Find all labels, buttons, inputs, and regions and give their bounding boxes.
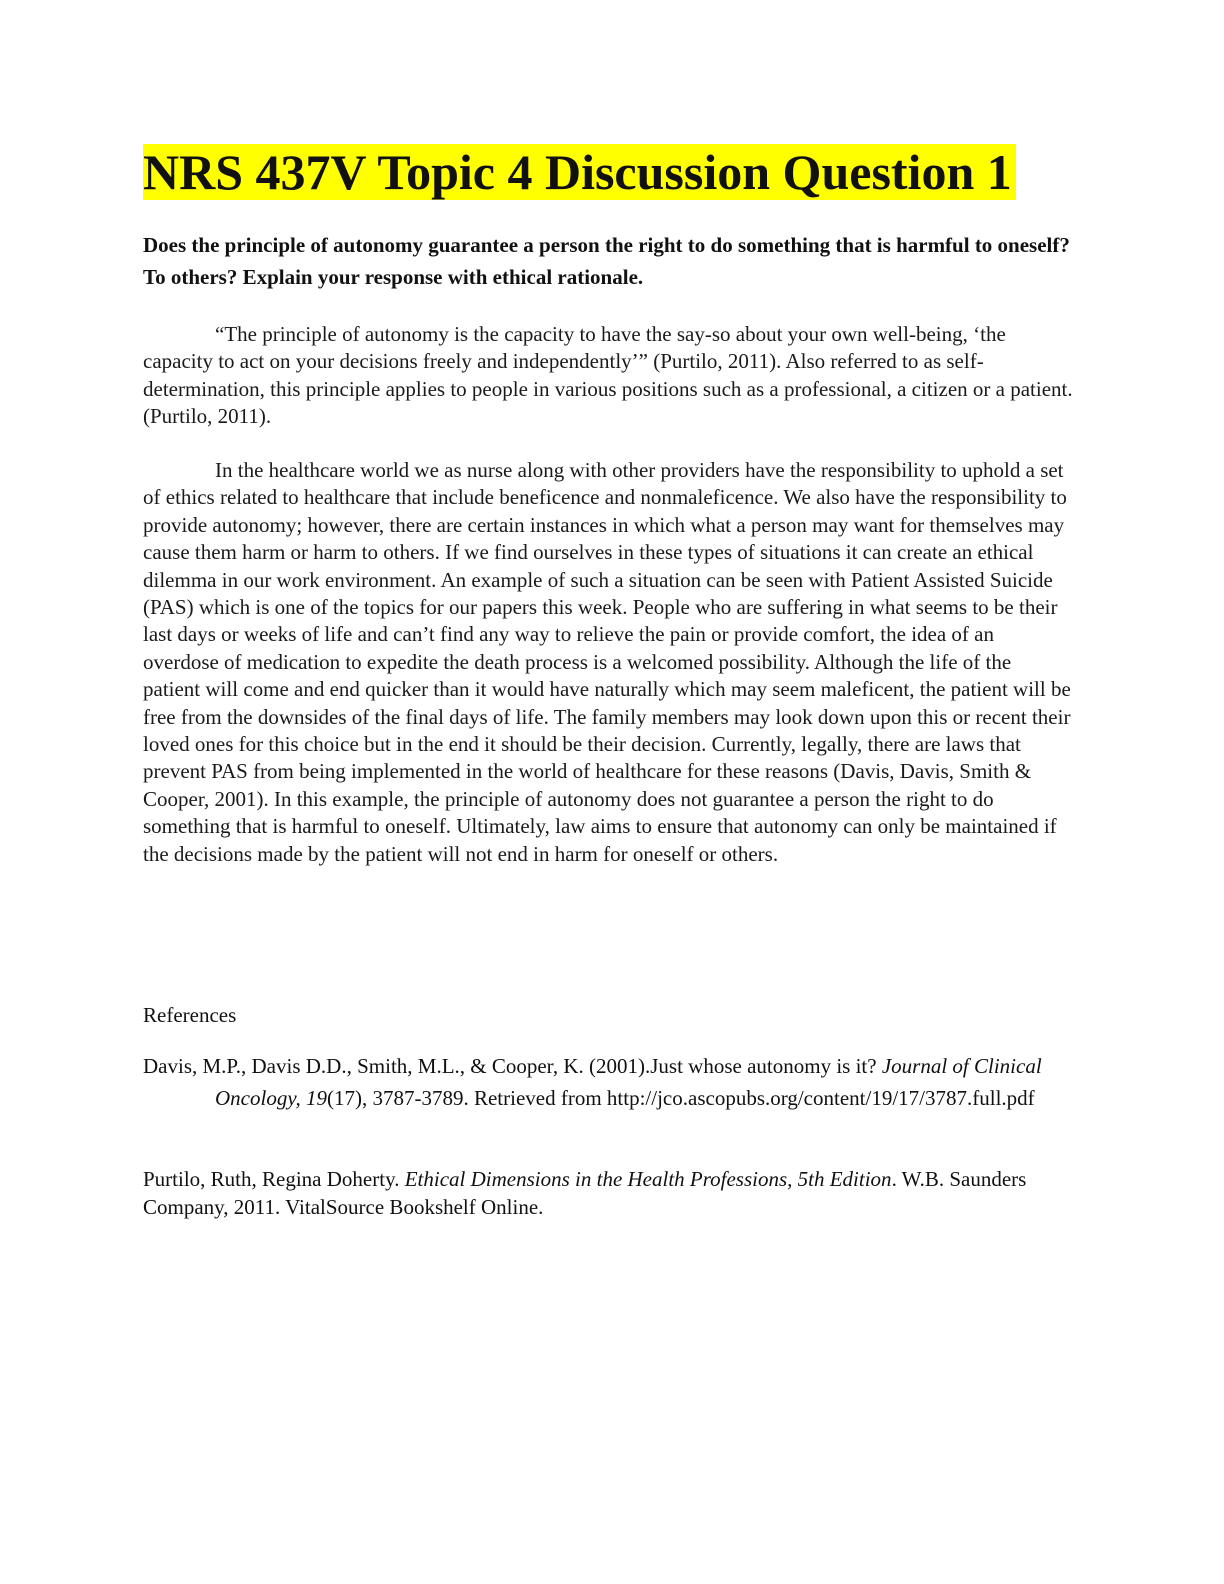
references-heading: References — [143, 1003, 237, 1027]
page-title — [143, 142, 1016, 202]
reference-1-authors: Davis, M.P., Davis D.D., Smith, M.L., & Cooper, K. (2001).Just whose autonomy is it? — [143, 1054, 882, 1078]
body-paragraph-1: “The principle of autonomy is the capacity to have the say-so about your own well-being, ‘the capacity to act on your decisions freely and independently’” (Purtilo, 2011). Also referred to as self-determination, this principle applies to people in various positions such as a professional, a citizen or a patient. (Purtilo, 2011). — [143, 322, 1073, 429]
reference-entry-1 — [143, 1051, 1073, 1114]
page-title-highlight: NRS 437V Topic 4 Discussion Question 1 — [143, 144, 1016, 200]
reference-1-url[interactable]: http://jco.ascopubs.org/content/19/17/3787.full.pdf — [606, 1085, 1035, 1110]
reference-1-details: (17), 3787-3789. Retrieved from — [326, 1085, 607, 1110]
reference-1-journal: Journal of Clinical Oncology, 19 — [215, 1054, 1042, 1110]
reference-2-authors: Purtilo, Ruth, Regina Doherty. — [143, 1167, 405, 1191]
reference-2-book: Ethical Dimensions in the Health Professions, 5th Edition — [404, 1167, 892, 1191]
body-paragraph-2: In the healthcare world we as nurse along with other providers have the responsibility to uphold a set of ethics related to healthcare that include beneficence and nonmaleficence. We also have the responsibility to provide autonomy; however, there are certain instances in which what a person may want for themselves may cause them harm or harm to others. If we find ourselves in these types of situations it can create an ethical dilemma in our work environment. An example of such a situation can be seen with Patient Assisted Suicide (PAS) which is one of the topics for our papers this week. People who are suffering in what seems to be their last days or weeks of life and can’t find any way to relieve the pain or provide comfort, the idea of an overdose of medication to expedite the death process is a welcomed possibility. Although the life of the patient will come and end quicker than it would have naturally which may seem maleficent, the patient will be free from the downsides of the final days of life. The family members may look down upon this or recent their loved ones for this choice but in the end it should be their decision. Currently, legally, there are laws that prevent PAS from being implemented in the world of healthcare for these reasons (Davis, Davis, Smith & Cooper, 2001). In this example, the principle of autonomy does not guarantee a person the right to do something that is harmful to oneself. Ultimately, law aims to ensure that autonomy can only be maintained if the decisions made by the patient will not end in harm for oneself or others. — [143, 458, 1071, 866]
discussion-question: Does the principle of autonomy guarantee a person the right to do something that is harmful to oneself? To others? Explain your response with ethical rationale. — [143, 233, 1070, 289]
reference-2-details: . W.B. Saunders Company, 2011. VitalSource Bookshelf Online. — [143, 1167, 1027, 1219]
reference-entry-2 — [143, 1165, 1073, 1221]
